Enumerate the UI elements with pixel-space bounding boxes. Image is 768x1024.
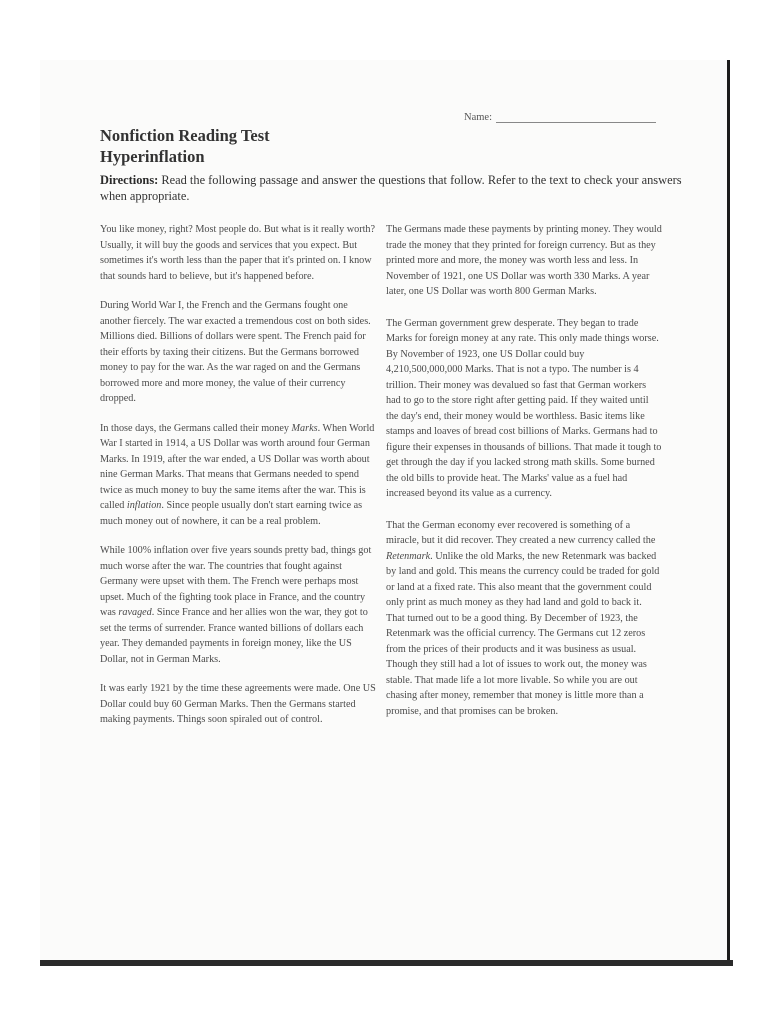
left-paragraph-1: You like money, right? Most people do. But what is it really worth? Usually, it will buy the goods and services that you expect. But sometimes it's worth less than the paper that it's printed on. I know that sounds hard to believe, but it's happened before.: [100, 224, 376, 282]
directions-label: Directions:: [100, 173, 159, 187]
name-field: [464, 112, 656, 123]
left-paragraph-2: During World War I, the French and the Germans fought one another fiercely. The war exacted a tremendous cost on both sides. Millions died. Billions of dollars were spent. The French paid for their efforts by taxing their citizens. But the Germans borrowed money to pay for the war. As the war raged on and the Germans borrowed more and more money, the value of their currency dropped.: [100, 300, 371, 404]
directions-text: Read the following passage and answer the questions that follow. Refer to the text to check your answers when appropriate.: [100, 173, 682, 203]
left-paragraph-4: [100, 543, 380, 667]
left-paragraph-5: It was early 1921 by the time these agreements were made. One US Dollar could buy 60 German Marks. Then the Germans started making payments. Things soon spiraled out of control.: [100, 683, 376, 725]
term-inflation: inflation: [126, 500, 162, 511]
title-line-2: Hyperinflation: [100, 147, 205, 166]
right-paragraph-3: [386, 518, 662, 720]
right-paragraph-2: The German government grew desperate. They began to trade Marks for foreign money at any rate. This only made things worse. By November of 1923, one US Dollar could buy 4,210,500,000,000 Marks. That is not a typo. The number is 4 trillion. Their money was devalued so fast that German workers had to go to the store right after getting paid. If they waited until the day's end, their money would be worthless. Basic items like stamps and loaves of bread cost billions of Marks. Germans had to figure their expenses in thousands of billions. That made it tough to get through the day if you lacked strong math skills. Some burned the old bills to provide heat. The Marks' value as a fuel had increased beyond its value as a currency.: [386, 317, 662, 499]
p3-text-c: . Since people usually don't start earning twice as much money out of nowhere, it can be a real problem.: [100, 500, 363, 527]
test-title: [100, 125, 270, 167]
left-column: [100, 222, 380, 742]
term-marks: Marks: [291, 422, 318, 434]
scan-bottom-edge: [40, 960, 733, 966]
name-label: Name:: [464, 112, 492, 123]
r3-text-a: That the German economy ever recovered is something of a miracle, but it did recover. They created a new currency called the: [386, 519, 656, 546]
paper-sheet: [40, 60, 730, 960]
p4-text-b: . Since France and her allies won the war, they got to set the terms of surrender. France wanted billions of dollars each year. They demanded payments in foreign money, like the US Dollar, not in German Marks.: [100, 607, 368, 665]
right-column: [386, 222, 662, 735]
r3-text-b: . Unlike the old Marks, the new Retenmark was backed by land and gold. This means the currency could be traded for gold or land at a fixed rate. This also meant that the government could only print as much money as they had land and gold to back it. That turned out to be a good thing. By December of 1923, the Retenmark was the official currency. The Germans cut 12 zeros from the prices of their products and it was business as usual. Though they still had a lot of issues to work out, the money was stable. That made life a lot more livable. So while you are out chasing after money, remember that money is little more than a promise, and that promises can be broken.: [386, 550, 660, 717]
p4-text-a: While 100% inflation over five years sounds pretty bad, things got much worse after the war. The countries that fought against Germany were upset with them. The French were perhaps most upset. Much of the fighting took place in France, and the country was: [100, 545, 372, 618]
left-paragraph-3: [100, 421, 380, 530]
term-ravaged: ravaged: [118, 607, 152, 618]
term-retenmark: Retenmark: [386, 550, 431, 562]
p3-text-a: In those days, the Germans called their money: [100, 422, 292, 434]
title-line-1: Nonfiction Reading Test: [100, 126, 270, 145]
directions: [100, 172, 700, 204]
right-paragraph-1: The Germans made these payments by printing money. They would trade the money that they printed for foreign currency. But as they printed more and more, the money was worth less and less. In November of 1921, one US Dollar was worth 330 Marks. A year later, one US Dollar was worth 800 German Marks.: [386, 224, 662, 297]
name-blank-line: [496, 122, 656, 123]
p3-text-b: . When World War I started in 1914, a US Dollar was worth around four German Marks. In 1919, after the war ended, a US Dollar was worth about nine German Marks. That means that Germans needed to spend twice as much money to buy the same items after the war. This is called: [100, 422, 375, 511]
